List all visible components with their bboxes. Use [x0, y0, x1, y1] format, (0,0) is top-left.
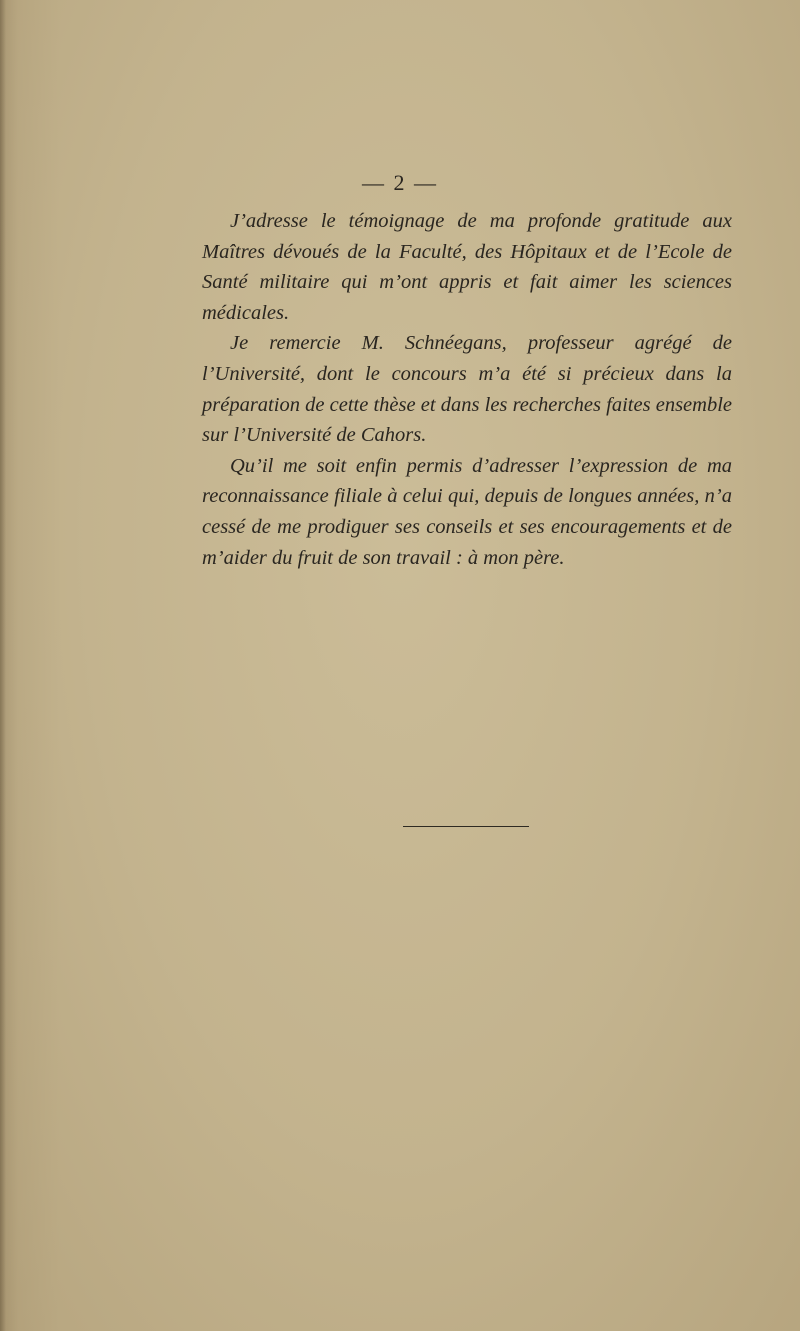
page-edge-shadow	[0, 0, 6, 1331]
paragraph-gratitude-masters: J’adresse le témoignage de ma profonde gratitude aux Maîtres dévoués de la Faculté, des Hôpitaux et de l’Ecole de Santé militaire qui m’ont appris et fait aimer les sciences médicales.	[202, 210, 732, 324]
paragraph-thanks-father: Qu’il me soit enfin permis d’adresser l’expression de ma reconnaissance filiale à celui qui, depuis de longues années, n’a cessé de me prodiguer ses conseils et ses encouragements et de m’aider du fruit de son travail : à mon père.	[202, 454, 732, 569]
closing-rule	[403, 826, 529, 827]
acknowledgements-text	[202, 206, 732, 573]
page-number: — 2 —	[362, 170, 438, 195]
paragraph-thanks-schneegans: Je remercie M. Schnéegans, professeur agrégé de l’Université, dont le concours m’a été si précieux dans la préparation de cette thèse et dans les recherches faites ensemble sur l’Université de Cahors.	[202, 332, 732, 447]
